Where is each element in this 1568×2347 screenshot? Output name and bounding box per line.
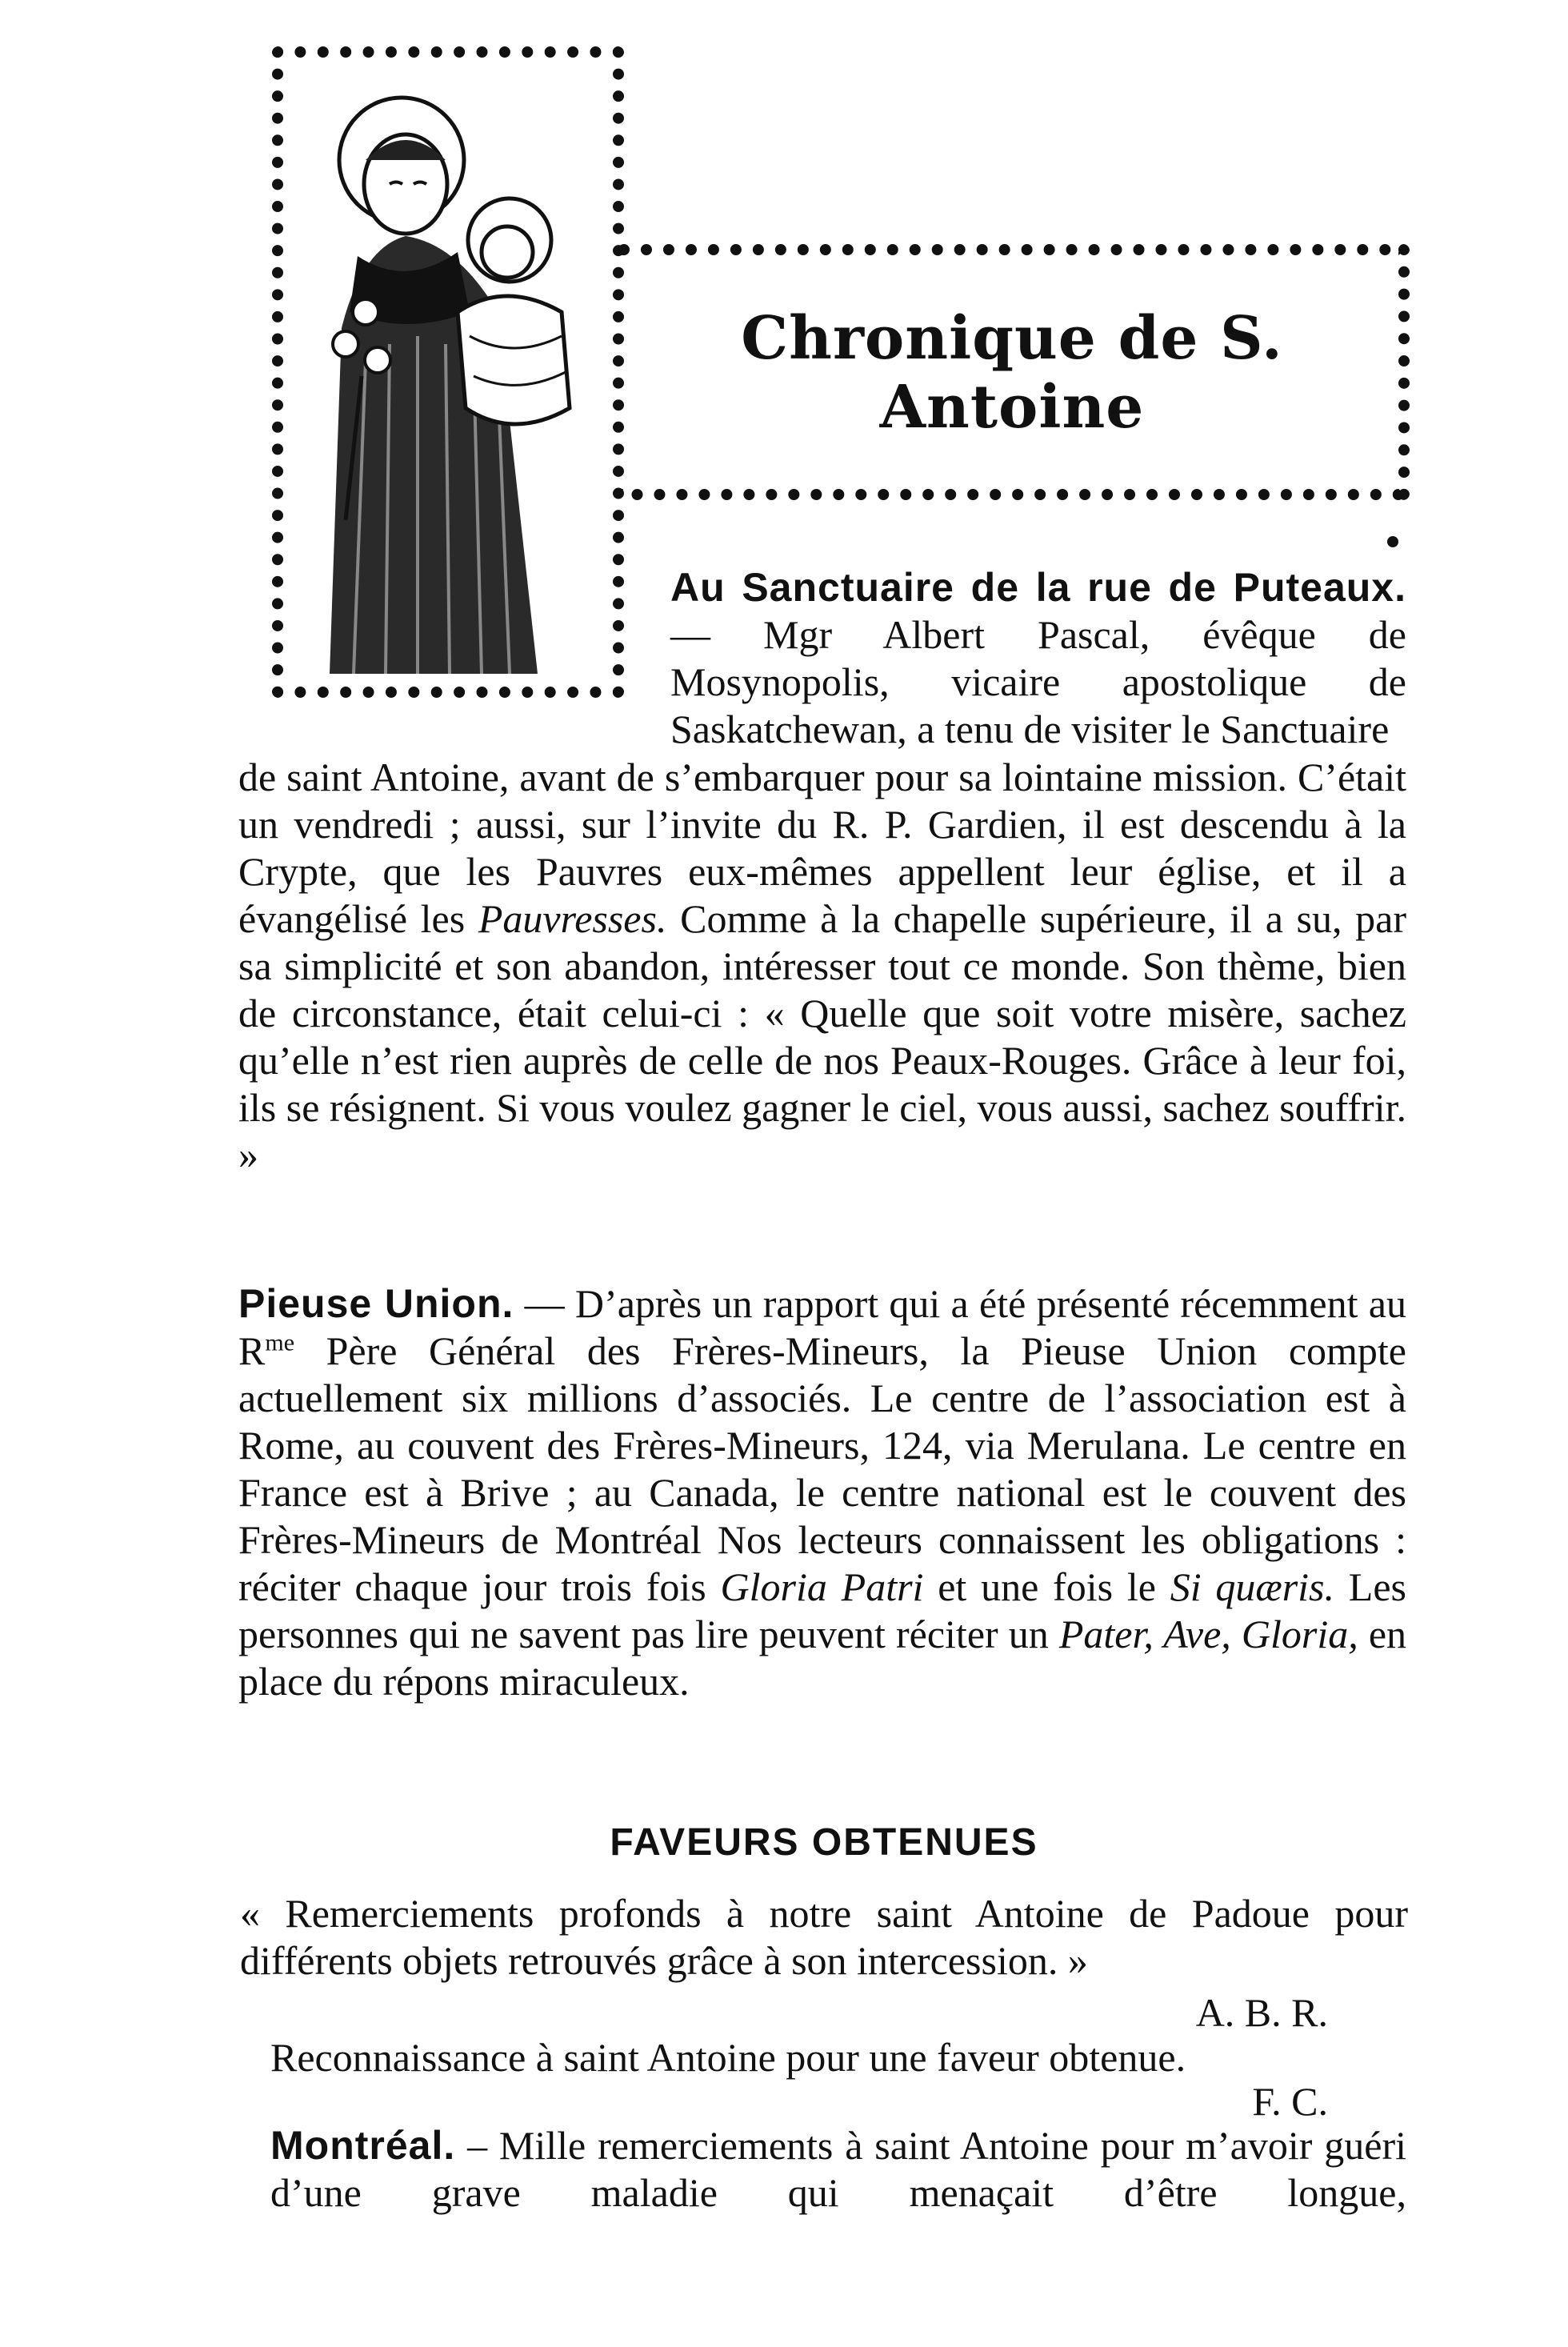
- section1-italic: Pauvresses.: [478, 896, 667, 941]
- favor-item-3-heading: Montréal.: [270, 2123, 456, 2168]
- favor-item-3: [270, 2122, 1406, 2217]
- favor-item-2-signature: F. C.: [1252, 2079, 1328, 2124]
- section2-text-5: en place du répons miraculeux.: [238, 1612, 1407, 1704]
- section1-paragraph-start: [670, 564, 1406, 753]
- saint-antoine-illustration: [298, 72, 602, 674]
- section2-italic-2: Si quæris.: [1170, 1564, 1335, 1609]
- section2-superscript: me: [265, 1329, 295, 1356]
- section2-text-4: Les personnes qui ne savent pas lire peuvent réciter un: [238, 1564, 1406, 1656]
- section2-text-3: et une fois le: [923, 1564, 1170, 1609]
- section2-heading: Pieuse Union.: [238, 1281, 514, 1326]
- favor-item-2: Reconnaissance à saint Antoine pour une faveur obtenue.: [270, 2035, 1186, 2080]
- section1-text-b: de saint Antoine, avant de s’embarquer pour sa lointaine mission. C’était un vendredi ; aussi, sur l’invite du R. P. Gardien, il est descendu à la Crypte, que les Pauvres eux-mêmes appellent leur église, et il a évangélisé les: [238, 755, 1406, 941]
- page-title: Chronique de S. Antoine: [741, 304, 1283, 442]
- section2-italic-3: Pater, Ave, Gloria,: [1058, 1612, 1358, 1656]
- section2-text-2: Père Général des Frères-Mineurs, la Pieuse Union compte actuellement six millions d’associés. Le centre de l’association est à Rome, au couvent des Frères-Mineurs, 124, via Merulana. Le centre en France est à Brive ; au Canada, le centre national est le couvent des Frères-Mineurs de Montréal Nos lecteurs connaissent les obligations : réciter chaque jour trois fois: [238, 1328, 1406, 1609]
- favor-item-1: « Remerciements profonds à notre saint Antoine de Padoue pour différents objets retrouvés grâce à son intercession. »: [240, 1891, 1408, 1983]
- section2-italic-1: Gloria Patri: [720, 1564, 924, 1609]
- section1-text-end: Comme à la chapelle supérieure, il a su, par sa simplicité et son abandon, intéresser tout ce monde. Son thème, bien de circonstance, était celui-ci : « Quelle que soit votre misère, sachez qu’elle n’est rien auprès de celle de nos Peaux-Rouges. Grâce à leur foi, ils se résignent. Si vous voulez gagner le ciel, vous aussi, sachez souffrir. »: [238, 896, 1406, 1177]
- section2-text-1: — D’après un rapport qui a été présenté récemment au R: [238, 1281, 1406, 1373]
- section1-paragraph: [238, 754, 1406, 1179]
- favors-title: FAVEURS OBTENUES: [610, 1821, 1038, 1864]
- section2-paragraph: [238, 1280, 1406, 1705]
- ornament-dot: [1387, 536, 1398, 547]
- section1-text-a: — Mgr Albert Pascal, évêque de Mosynopolis, vicaire apostolique de Saskatchewan, a tenu de visiter le Sanctuaire: [670, 612, 1406, 751]
- favor-item-3-text: – Mille remerciements à saint Antoine pour m’avoir guéri d’une grave maladie qui menaçait d’être longue,: [270, 2123, 1406, 2215]
- favor-item-1-signature: A. B. R.: [1195, 1990, 1328, 2035]
- section1-heading: Au Sanctuaire de la rue de Puteaux.: [670, 565, 1406, 610]
